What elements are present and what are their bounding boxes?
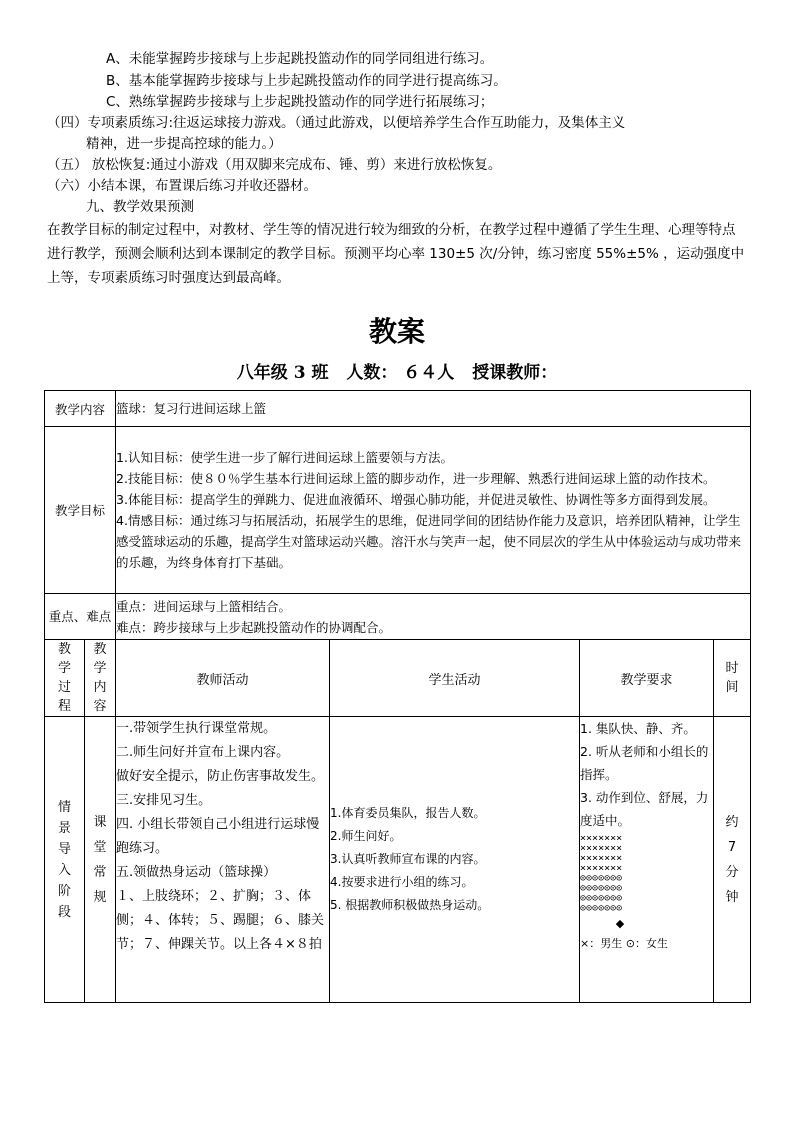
requirement-cell: [580, 717, 714, 1003]
teacher-step-7: １、上肢绕环；２、扩胸；３、体侧；４、体转；５、踢腿；６、膝关节；７、伸踝关节。以上各４×８拍: [116, 889, 325, 952]
content-value: 篮球：复习行进间运球上篮: [116, 391, 751, 427]
step-five: （五） 放松恢复:通过小游戏（用双脚来完成布、锤、剪）来进行放松恢复。: [47, 157, 502, 173]
stage-cell: [45, 717, 85, 1003]
teacher-step-2: 二.师生问好并宣布上课内容。: [116, 745, 290, 760]
teacher-step-5: 四. 小组长带领自己小组进行运球慢跑练习。: [116, 817, 320, 856]
formation-row: ⊙⊙⊙⊙⊙⊙⊙: [580, 883, 623, 894]
key-points-row: [45, 594, 751, 640]
goals-row: [45, 427, 751, 594]
teacher-step-3: 做好安全提示，防止伤害事故发生。: [116, 769, 325, 784]
header-content: [85, 640, 116, 717]
key-label: 重点、难点: [45, 594, 116, 640]
section-nine-heading: 九、教学效果预测: [86, 199, 194, 215]
practice-group-a: A、未能掌握跨步接球与上步起跳投篮动作的同学同组进行练习。: [106, 51, 494, 67]
formation-legend: ×：男生 ⊙：女生: [580, 937, 668, 950]
lesson-plan-table: [44, 390, 751, 1003]
practice-group-b: B、基本能掌握跨步接球与上步起跳投篮动作的同学进行提高练习。: [106, 73, 507, 89]
difficult-point: 难点：跨步接球与上步起跳投篮动作的协调配合。: [116, 619, 392, 635]
header-content-text: 教学内容: [93, 642, 107, 714]
page-title: 教案: [368, 315, 425, 348]
formation-row: ×××××××: [580, 863, 623, 874]
header-time: [714, 640, 751, 717]
student-step-4: 4.按要求进行小组的练习。: [330, 875, 474, 889]
formation-diagram: [580, 834, 713, 914]
header-requirement: 教学要求: [580, 640, 714, 717]
stage-row: [45, 717, 751, 1003]
goal-skill: 2.技能目标：使８０％学生基本行进间运球上篮的脚步动作，进一步理解、熟悉行进间运球上篮的动作技术。: [116, 471, 716, 486]
header-process: [45, 640, 85, 717]
teacher-step-4: 三.安排见习生。: [116, 793, 212, 808]
content-row: [45, 391, 751, 427]
goal-emotion: 4.情感目标：通过练习与拓展活动，拓展学生的思维，促进同学间的团结协作能力及意识，培养团队精神，让学生感受篮球运动的乐趣，提高学生对篮球运动兴趣。溶汗水与笑声一起，使不同层次的学生从中体验运动与成功带来的乐趣，为终身体育打下基础。: [116, 513, 742, 570]
effect-prediction-paragraph: 在教学目标的制定过程中，对教材、学生等的情况进行较为细致的分析，在教学过程中遵循了学生生理、心理等特点进行教学，预测会顺利达到本课制定的教学目标。预测平均心率 130±5 次/分钟，练习密度 55%±5% ，运动强度中上等，专项素质练习时强度达到最高峰。: [47, 222, 745, 286]
header-student: 学生活动: [330, 640, 580, 717]
class-info: [0, 358, 794, 383]
class-name: 八年级 3 班: [236, 363, 329, 383]
content-label: 教学内容: [45, 391, 116, 427]
student-step-2: 2.师生问好。: [330, 829, 402, 843]
student-step-3: 3.认真听教师宣布课的内容。: [330, 852, 486, 866]
key-point: 重点：进间运球与上篮相结合。: [116, 598, 292, 614]
goals-cell: [116, 427, 751, 594]
stage-text: 情景导入阶段: [57, 799, 71, 920]
teacher-step-6: 五.领做热身运动（篮球操）: [116, 865, 277, 880]
header-teacher: 教师活动: [116, 640, 330, 717]
goal-fitness: 3.体能目标：提高学生的弹跳力、促进血液循环、增强心肺功能，并促进灵敏性、协调性等多方面得到发展。: [116, 492, 716, 507]
step-four-line1: （四）专项素质练习:往返运球接力游戏。（通过此游戏，以便培养学生合作互助能力，及集体主义: [47, 115, 626, 131]
student-activity: [330, 717, 580, 1003]
time-cell: [714, 717, 751, 1003]
requirement-2: 2. 听从老师和小组长的指挥。: [580, 744, 709, 782]
teacher-step-1: 一.带领学生执行课堂常规。: [116, 721, 277, 736]
requirement-3: 3. 动作到位、舒展，力度适中。: [580, 790, 709, 828]
formation-row: ×××××××: [580, 843, 623, 854]
formation-row: ×××××××: [580, 853, 623, 864]
formation-row: ⊙⊙⊙⊙⊙⊙⊙: [580, 893, 623, 904]
goals-label: 教学目标: [45, 427, 116, 594]
practice-group-c: C、熟练掌握跨步接球与上步起跳投篮动作的同学进行拓展练习；: [106, 94, 494, 110]
time-text: 约7分钟: [725, 814, 739, 905]
key-points-cell: [116, 594, 751, 640]
teacher-label: 授课教师：: [472, 363, 558, 383]
requirement-1: 1. 集队快、静、齐。: [580, 721, 696, 736]
header-time-text: 时间: [725, 661, 739, 695]
student-step-1: 1.体育委员集队，报告人数。: [330, 806, 486, 820]
step-six: （六）小结本课，布置课后练习并收还器材。: [47, 178, 317, 194]
formation-row: ⊙⊙⊙⊙⊙⊙⊙: [580, 873, 623, 884]
header-process-text: 教学过程: [57, 642, 71, 714]
student-step-5: 5. 根据教师积极做热身运动。: [330, 898, 490, 912]
goal-cognitive: 1.认知目标：使学生进一步了解行进间运球上篮要领与方法。: [116, 450, 453, 465]
formation-row: ⊙⊙⊙⊙⊙⊙⊙: [580, 903, 623, 914]
teacher-activity: [116, 717, 330, 1003]
formation-row: ×××××××: [580, 833, 623, 844]
student-count: 人数： ６４人: [346, 363, 455, 383]
teacher-position-icon: ◆: [615, 917, 625, 930]
header-row: [45, 640, 751, 717]
step-four-line2: 精神，进一步提高控球的能力。）: [86, 136, 282, 152]
stage-content-cell: [85, 717, 116, 1003]
stage-content-text: 课堂常规: [93, 814, 107, 905]
